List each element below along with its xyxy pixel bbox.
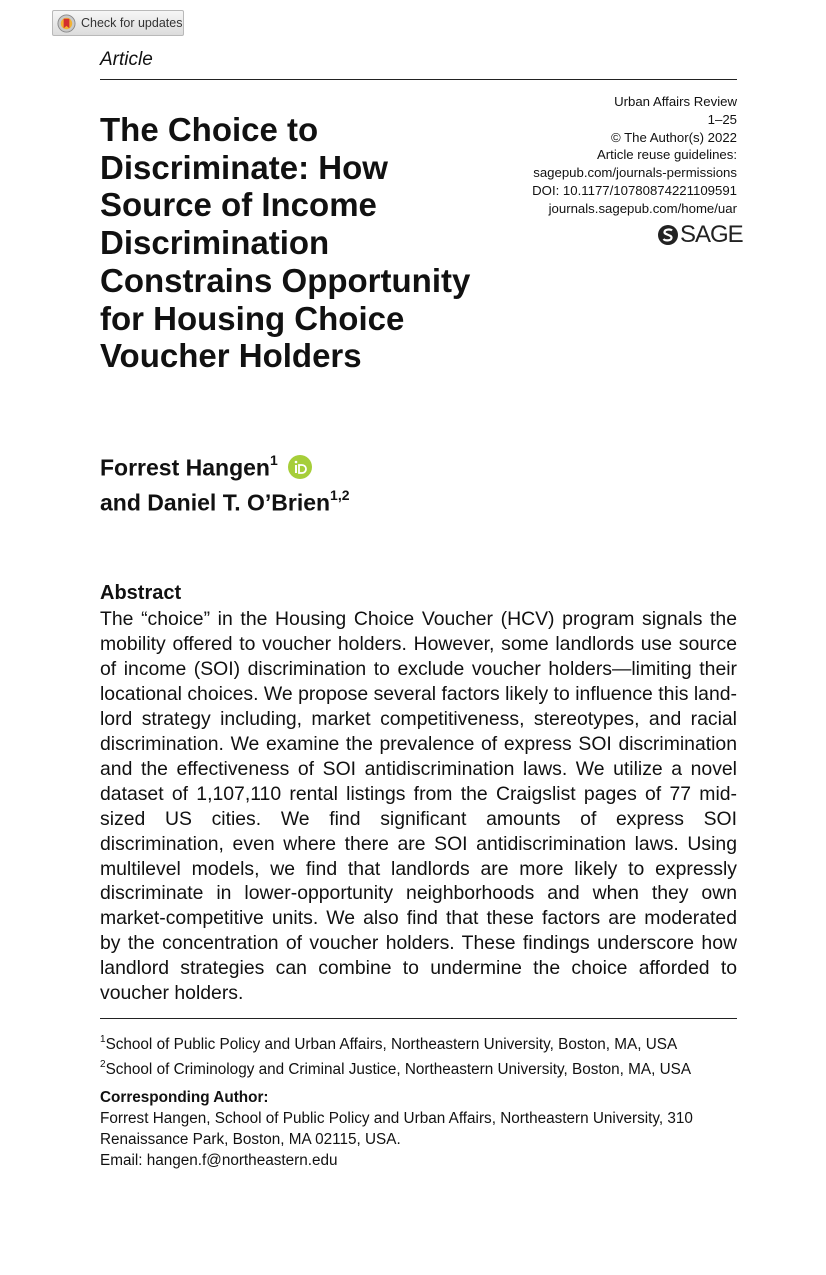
author-name: Daniel T. O’Brien: [147, 489, 331, 516]
affiliation-number: 1: [100, 1034, 106, 1045]
corresponding-address-line: Renaissance Park, Boston, MA 02115, USA.: [100, 1131, 401, 1148]
sage-emblem-icon: [657, 224, 679, 246]
footnote-divider: [100, 1018, 737, 1019]
header-divider: [100, 79, 737, 80]
author-connector: and: [100, 489, 148, 516]
article-type-label: Article: [100, 49, 153, 70]
author-affiliation-marker: 1: [269, 452, 278, 468]
title-line: Discriminate: How: [100, 148, 388, 186]
journal-homepage-link[interactable]: journals.sagepub.com/home/uar: [548, 200, 737, 216]
affiliation-text: School of Public Policy and Urban Affairs, Northeastern University, Boston, MA, USA: [105, 1036, 678, 1054]
title-line: Discrimination: [100, 224, 330, 262]
sage-logo-text: SAGE: [680, 221, 743, 248]
author-affiliation-marker: 1,2: [330, 486, 350, 503]
author-name: Forrest Hangen: [100, 454, 270, 481]
affiliations: [100, 1030, 691, 1080]
abstract-text: The “choice” in the Housing Choice Voucher (HCV) program signals the mobility offered to voucher holders. However, some landlords use source of income (SOI) discrimination to exclude voucher holders—limiting their locational choices. We propose several factors likely to influence this landlord strategy including, market competitiveness, stereotypes, and racial discrimination. We examine the prevalence of express SOI discrimination and the effectiveness of SOI antidiscrimination laws. We utilize a novel dataset of 1,107,110 rental listings from the Craigslist pages of 77 mid-sized US cities. We find significant amounts of express SOI discrimination, even where there are SOI antidiscrimination laws. Using multilevel models, we find that landlords are more likely to expressly discriminate in lower-opportunity neighborhoods and when they own market-competitive units. We also find that these factors are moderated by the concentration of voucher holders. These findings underscore how landlord strategies can combine to undermine the choice afforded to voucher holders.: [100, 608, 737, 1005]
affiliation-item: [100, 1055, 691, 1080]
email-label: Email:: [100, 1152, 147, 1169]
title-line: for Housing Choice: [100, 299, 405, 337]
corresponding-address-line: Forrest Hangen, School of Public Policy and Urban Affairs, Northeastern University, 310: [100, 1110, 693, 1127]
reuse-guidelines-label: Article reuse guidelines:: [596, 147, 737, 163]
affiliation-item: [100, 1030, 691, 1055]
journal-name: Urban Affairs Review: [614, 94, 737, 109]
sage-logo: [657, 221, 743, 249]
page-range: 1–25: [707, 111, 737, 127]
corresponding-author: [100, 1087, 737, 1171]
check-updates-icon: [57, 14, 76, 33]
check-for-updates-button[interactable]: [52, 10, 184, 36]
title-line: The Choice to: [100, 111, 319, 148]
orcid-icon[interactable]: [288, 455, 312, 479]
copyright-notice: © The Author(s) 2022: [610, 129, 737, 145]
check-for-updates-label: Check for updates: [81, 16, 183, 30]
doi-link[interactable]: DOI: 10.1177/10780874221109591: [532, 182, 737, 198]
affiliation-text: School of Criminology and Criminal Justice, Northeastern University, Boston, MA, USA: [105, 1061, 692, 1079]
author-2: [100, 483, 350, 518]
corresponding-email-row: [100, 1150, 737, 1171]
article-title: [100, 111, 500, 375]
journal-info: [532, 93, 737, 218]
permissions-link[interactable]: sagepub.com/journals-permissions: [533, 165, 737, 181]
title-line: Constrains Opportunity: [100, 261, 471, 299]
title-line: Voucher Holders: [100, 337, 362, 375]
author-1: [100, 448, 350, 483]
corresponding-author-label: Corresponding Author:: [100, 1089, 269, 1106]
author-list: [100, 448, 350, 517]
affiliation-number: 2: [100, 1059, 106, 1071]
email-link[interactable]: hangen.f@northeastern.edu: [146, 1152, 338, 1169]
title-line: Source of Income: [100, 186, 377, 224]
abstract-heading: Abstract: [100, 582, 182, 604]
